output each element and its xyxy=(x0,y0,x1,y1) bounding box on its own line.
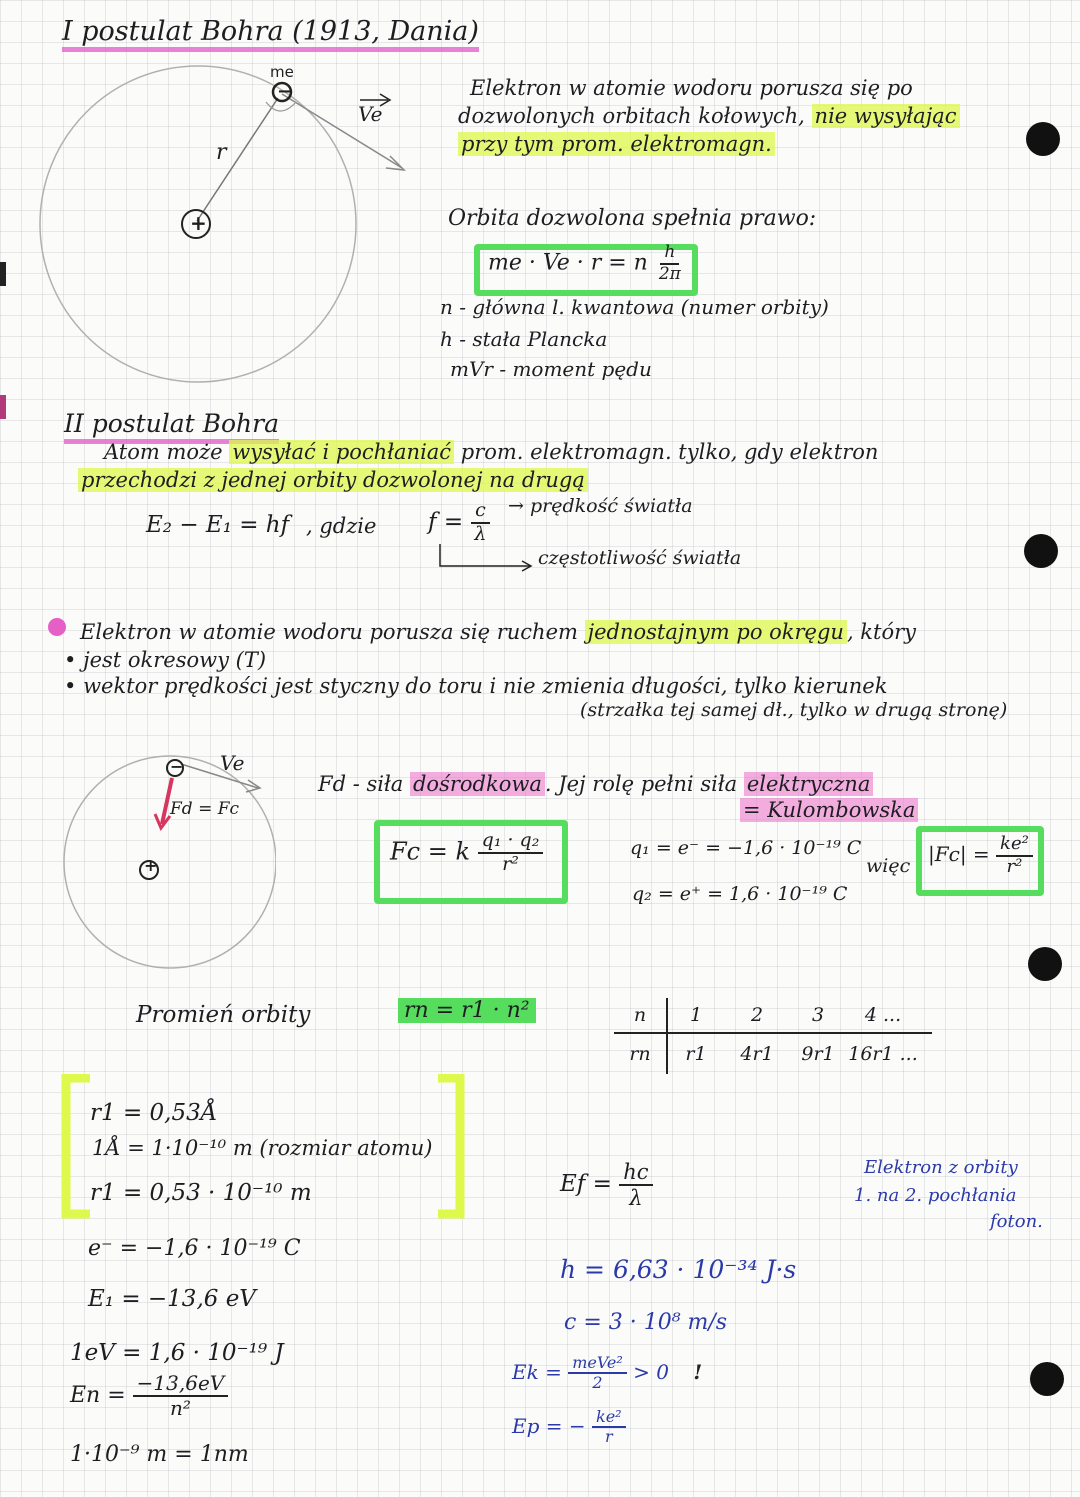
ek-formula: Ek = $\frac{\text{meVe²}}{2}$ > 0 ! xyxy=(512,1353,703,1393)
table-cell: 16r1 ... xyxy=(848,1043,918,1065)
c-value: c = 3 · 10⁸ m/s xyxy=(564,1310,728,1335)
q1-value: q₁ = e⁻ = −1,6 · 10⁻¹⁹ C xyxy=(630,837,862,859)
f-note: częstotliwość światła xyxy=(538,547,742,569)
margin-mark xyxy=(0,262,6,286)
motion-line2: • jest okresowy (T) xyxy=(64,648,267,672)
table-cell: 9r1 xyxy=(801,1043,835,1065)
label-fd-fc: Fd = Fc xyxy=(170,799,240,819)
nm-def: 1·10⁻⁹ m = 1nm xyxy=(70,1442,249,1467)
ep-formula: Ep = − $\frac{\text{ke²}}{r}$ xyxy=(512,1408,626,1447)
q2-value: q₂ = e⁺ = 1,6 · 10⁻¹⁹ C xyxy=(632,883,848,905)
postulat2-line2: przechodzi z jednej orbity dozwolonej na drugą xyxy=(78,468,588,492)
motion-line1: Elektron w atomie wodoru porusza się ruchem jednostajnym po okręgu , który xyxy=(80,620,917,644)
def-mvr: mVr - moment pędu xyxy=(450,357,652,381)
velocity-vector xyxy=(282,94,402,168)
punch-hole xyxy=(1026,122,1060,156)
radius-formula: rn = r1 · n² xyxy=(398,998,536,1023)
nucleus-sign: + xyxy=(144,856,158,875)
table-cell: 2 xyxy=(750,1004,764,1026)
margin-mark xyxy=(0,395,6,419)
wiec-label: więc xyxy=(866,855,911,877)
table-cell: r1 xyxy=(685,1043,707,1065)
e1-value: E₁ = −13,6 eV xyxy=(88,1286,256,1312)
photon-note-1: Elektron z orbity xyxy=(864,1157,1018,1178)
table-cell: 1 xyxy=(689,1004,703,1026)
label-ve: Ve xyxy=(220,751,245,775)
def-n: n - główna l. kwantowa (numer orbity) xyxy=(440,295,829,319)
photon-note-2: 1. na 2. pochłania xyxy=(854,1185,1017,1206)
ev-def: 1eV = 1,6 · 10⁻¹⁹ J xyxy=(70,1340,284,1366)
angstrom-def: 1Å = 1·10⁻¹⁰ m (rozmiar atomu) xyxy=(92,1136,433,1160)
postulat1-title: I postulat Bohra (1913, Dania) xyxy=(62,16,479,52)
postulat1-desc-line1: Elektron w atomie wodoru porusza się po xyxy=(470,76,913,100)
c-note: → prędkość światła xyxy=(508,495,693,517)
postulat1-desc-line2: dozwolonych orbitach kołowych, nie wysyłając xyxy=(458,104,960,128)
fd-line: Fd - siła dośrodkowa . Jej rolę pełni siła elektryczna xyxy=(318,772,873,796)
nucleus-sign: + xyxy=(190,211,207,235)
postulat2-title: II postulat Bohra xyxy=(64,410,279,444)
table-cell: 4r1 xyxy=(740,1043,774,1065)
motion-line4: (strzałka tej samej dł., tylko w drugą stronę) xyxy=(580,699,1008,721)
table-cell: n xyxy=(614,998,668,1032)
coulomb-formula: Fc = k $\frac{\text{q₁ · q₂}}{\text{r²}}$ xyxy=(390,830,543,876)
radius-table xyxy=(614,998,932,1074)
def-h: h - stała Plancka xyxy=(440,327,608,351)
orbit-condition: Orbita dozwolona spełnia prawo: xyxy=(448,206,817,231)
electron-sign: − xyxy=(277,81,293,102)
planck-value: h = 6,63 · 10⁻³⁴ J·s xyxy=(560,1255,797,1284)
motion-line3: • wektor prędkości jest styczny do toru i nie zmienia długości, tylko kierunek xyxy=(64,674,888,698)
ef-formula: Ef = $\frac{hc}{\lambda}$ xyxy=(560,1160,653,1210)
label-ve: Ve xyxy=(358,102,383,126)
en-formula: En = $\frac{-13,6eV}{\text{n²}}$ xyxy=(70,1372,228,1420)
fd-kulomb: = Kulombowska xyxy=(740,798,918,822)
bullet-pink xyxy=(48,618,66,636)
radius-label: Promień orbity xyxy=(136,1002,311,1028)
photon-note-3: foton. xyxy=(990,1211,1043,1232)
radius-line xyxy=(197,98,278,221)
energy-equation: E₂ − E₁ = hf xyxy=(146,512,290,538)
table-cell: 4 ... xyxy=(864,1004,902,1026)
label-me: me xyxy=(270,63,294,81)
r1-value: r1 = 0,53Å xyxy=(90,1100,218,1126)
postulat2-line1: Atom może wysyłać i pochłaniać prom. elektromagn. tylko, gdy elektron xyxy=(104,440,879,464)
r1-meters: r1 = 0,53 · 10⁻¹⁰ m xyxy=(90,1180,312,1206)
electron-charge: e⁻ = −1,6 · 10⁻¹⁹ C xyxy=(88,1236,301,1261)
f-arrow xyxy=(436,542,536,572)
punch-hole xyxy=(1028,947,1062,981)
postulat1-desc-line3: przy tym prom. elektromagn. xyxy=(458,132,775,156)
table-row xyxy=(614,998,932,1034)
table-cell: 3 xyxy=(811,1004,825,1026)
eq-where: , gdzie xyxy=(306,514,377,538)
electron-sign: − xyxy=(170,757,184,776)
table-cell: rn xyxy=(614,1034,668,1074)
frequency-formula: f = $\frac{c}{\lambda}$ xyxy=(428,500,490,546)
label-r: r xyxy=(216,140,227,165)
quantization-formula: me · Ve · r = n $\frac{h}{2\pi}$ xyxy=(488,242,681,284)
punch-hole xyxy=(1030,1362,1064,1396)
fc-abs-formula: |Fc| = $\frac{\text{ke²}}{\text{r²}}$ xyxy=(928,834,1033,877)
table-row xyxy=(614,1034,932,1074)
punch-hole xyxy=(1024,534,1058,568)
